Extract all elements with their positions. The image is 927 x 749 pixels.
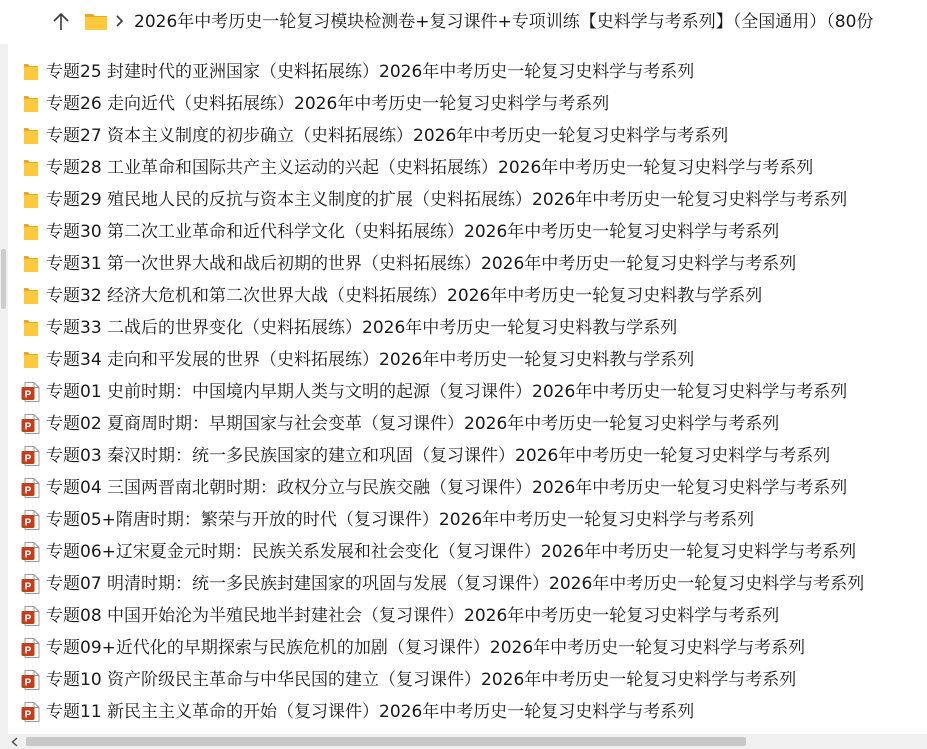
file-item[interactable] bbox=[0, 376, 927, 408]
folder-item[interactable] bbox=[0, 56, 927, 88]
folder-item[interactable] bbox=[0, 152, 927, 184]
powerpoint-icon bbox=[20, 509, 42, 531]
file-name: 专题31 第一次世界大战和战后初期的世界（史料拓展练）2026年中考历史一轮复习史料学与考系列 bbox=[46, 254, 797, 274]
file-name: 专题08 中国开始沦为半殖民地半封建社会（复习课件）2026年中考历史一轮复习史料学与考系列 bbox=[46, 606, 780, 626]
file-item[interactable] bbox=[0, 536, 927, 568]
svg-text:P: P bbox=[24, 677, 32, 689]
folder-icon bbox=[20, 349, 42, 371]
powerpoint-icon bbox=[20, 477, 42, 499]
file-name: 专题29 殖民地人民的反抗与资本主义制度的扩展（史料拓展练）2026年中考历史一轮复习史料学与考系列 bbox=[46, 190, 848, 210]
file-item[interactable] bbox=[0, 664, 927, 696]
powerpoint-icon bbox=[20, 573, 42, 595]
file-item[interactable] bbox=[0, 504, 927, 536]
file-item[interactable] bbox=[0, 600, 927, 632]
folder-icon bbox=[20, 221, 42, 243]
svg-text:P: P bbox=[24, 453, 32, 465]
file-name: 专题32 经济大危机和第二次世界大战（史料拓展练）2026年中考历史一轮复习史料教与学系列 bbox=[46, 286, 763, 306]
folder-item[interactable] bbox=[0, 312, 927, 344]
breadcrumb-chevron-icon[interactable] bbox=[112, 8, 128, 34]
scroll-left-arrow-icon[interactable] bbox=[8, 736, 20, 747]
file-item[interactable] bbox=[0, 696, 927, 728]
folder-item[interactable] bbox=[0, 248, 927, 280]
folder-item[interactable] bbox=[0, 184, 927, 216]
file-name: 专题26 走向近代（史料拓展练）2026年中考历史一轮复习史料学与考系列 bbox=[46, 94, 610, 114]
powerpoint-icon bbox=[20, 445, 42, 467]
file-item[interactable] bbox=[0, 440, 927, 472]
file-item[interactable] bbox=[0, 408, 927, 440]
folder-icon bbox=[20, 317, 42, 339]
arrow-up-icon bbox=[52, 12, 70, 32]
file-name: 专题05+隋唐时期：繁荣与开放的时代（复习课件）2026年中考历史一轮复习史料学与考系列 bbox=[46, 510, 755, 530]
svg-text:P: P bbox=[24, 389, 32, 401]
folder-item[interactable] bbox=[0, 344, 927, 376]
folder-item[interactable] bbox=[0, 88, 927, 120]
svg-text:P: P bbox=[24, 613, 32, 625]
file-item[interactable] bbox=[0, 568, 927, 600]
file-name: 专题07 明清时期：统一多民族封建国家的巩固与发展（复习课件）2026年中考历史一轮复习史料学与考系列 bbox=[46, 574, 865, 594]
file-name: 专题04 三国两晋南北朝时期：政权分立与民族交融（复习课件）2026年中考历史一轮复习史料学与考系列 bbox=[46, 478, 848, 498]
folder-item[interactable] bbox=[0, 120, 927, 152]
folder-icon bbox=[20, 285, 42, 307]
file-name: 专题28 工业革命和国际共产主义运动的兴起（史料拓展练）2026年中考历史一轮复习史料学与考系列 bbox=[46, 158, 814, 178]
folder-item[interactable] bbox=[0, 216, 927, 248]
address-bar bbox=[0, 0, 927, 44]
file-name: 专题02 夏商周时期：早期国家与社会变革（复习课件）2026年中考历史一轮复习史料学与考系列 bbox=[46, 414, 780, 434]
powerpoint-icon bbox=[20, 605, 42, 627]
powerpoint-icon bbox=[20, 637, 42, 659]
folder-icon bbox=[20, 61, 42, 83]
folder-icon bbox=[20, 189, 42, 211]
folder-item[interactable] bbox=[0, 280, 927, 312]
powerpoint-icon bbox=[20, 541, 42, 563]
powerpoint-icon bbox=[20, 381, 42, 403]
file-name: 专题34 走向和平发展的世界（史料拓展练）2026年中考历史一轮复习史料教与学系列 bbox=[46, 350, 695, 370]
svg-text:P: P bbox=[24, 709, 32, 721]
svg-text:P: P bbox=[24, 645, 32, 657]
file-item[interactable] bbox=[0, 472, 927, 504]
file-name: 专题25 封建时代的亚洲国家（史料拓展练）2026年中考历史一轮复习史料学与考系列 bbox=[46, 62, 695, 82]
svg-text:P: P bbox=[24, 517, 32, 529]
file-item[interactable] bbox=[0, 632, 927, 664]
svg-text:P: P bbox=[24, 421, 32, 433]
horizontal-scroll-thumb[interactable] bbox=[26, 737, 746, 746]
svg-text:P: P bbox=[24, 485, 32, 497]
file-name: 专题06+辽宋夏金元时期：民族关系发展和社会变化（复习课件）2026年中考历史一轮复习史料学与考系列 bbox=[46, 542, 857, 562]
powerpoint-icon bbox=[20, 669, 42, 691]
file-name: 专题10 资产阶级民主革命与中华民国的建立（复习课件）2026年中考历史一轮复习史料学与考系列 bbox=[46, 670, 797, 690]
folder-icon bbox=[20, 93, 42, 115]
file-name: 专题30 第二次工业革命和近代科学文化（史料拓展练）2026年中考历史一轮复习史料学与考系列 bbox=[46, 222, 780, 242]
up-button[interactable] bbox=[44, 7, 78, 37]
file-list bbox=[0, 56, 927, 728]
file-name: 专题09+近代化的早期探索与民族危机的加剧（复习课件）2026年中考历史一轮复习史料学与考系列 bbox=[46, 638, 806, 658]
folder-icon bbox=[20, 157, 42, 179]
powerpoint-icon bbox=[20, 701, 42, 723]
file-name: 专题03 秦汉时期：统一多民族国家的建立和巩固（复习课件）2026年中考历史一轮复习史料学与考系列 bbox=[46, 446, 831, 466]
breadcrumb-folder-icon bbox=[84, 10, 108, 32]
file-name: 专题27 资本主义制度的初步确立（史料拓展练）2026年中考历史一轮复习史料学与考系列 bbox=[46, 126, 729, 146]
folder-icon bbox=[20, 253, 42, 275]
horizontal-scrollbar[interactable] bbox=[0, 734, 927, 749]
file-name: 专题01 史前时期：中国境内早期人类与文明的起源（复习课件）2026年中考历史一轮复习史料学与考系列 bbox=[46, 382, 848, 402]
svg-text:P: P bbox=[24, 581, 32, 593]
file-name: 专题33 二战后的世界变化（史料拓展练）2026年中考历史一轮复习史料教与学系列 bbox=[46, 318, 678, 338]
file-name: 专题11 新民主主义革命的开始（复习课件）2026年中考历史一轮复习史料学与考系列 bbox=[46, 702, 695, 722]
svg-text:P: P bbox=[24, 549, 32, 561]
breadcrumb-path[interactable]: 2026年中考历史一轮复习模块检测卷+复习课件+专项训练【史料学与考系列】（全国通用）（80份 bbox=[134, 12, 874, 32]
powerpoint-icon bbox=[20, 413, 42, 435]
folder-icon bbox=[20, 125, 42, 147]
